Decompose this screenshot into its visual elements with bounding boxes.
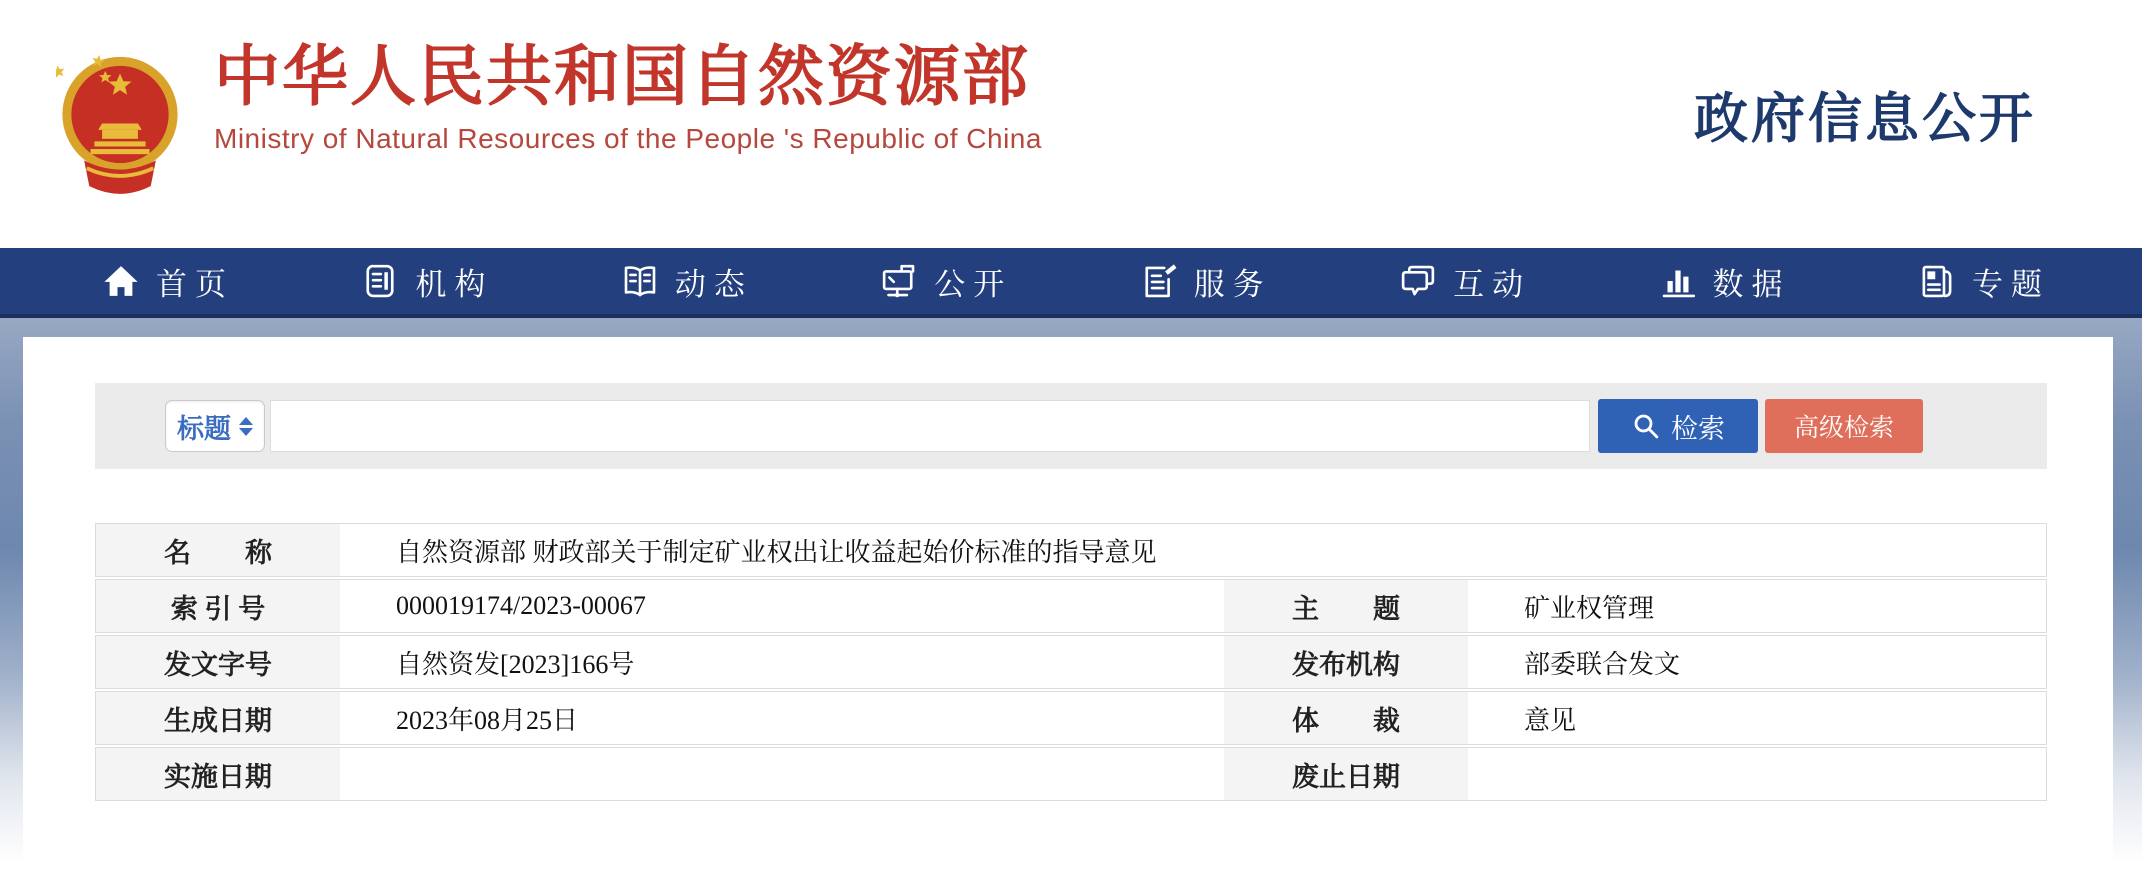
field-selector-value: 标题 bbox=[177, 413, 231, 444]
news-book-icon bbox=[619, 260, 661, 302]
advanced-search-button-label: 高级检索 bbox=[1793, 414, 1894, 442]
field-selector-dropdown[interactable] bbox=[165, 400, 265, 452]
name-label: 名 称 bbox=[96, 524, 340, 576]
magnifier-icon bbox=[1631, 411, 1661, 441]
disclosure-monitor-icon bbox=[878, 260, 920, 302]
section-title: 政府信息公开 bbox=[1694, 89, 2036, 149]
content-background bbox=[0, 318, 2142, 892]
nav-item-interaction[interactable] bbox=[1397, 259, 1532, 304]
table-row bbox=[95, 747, 2047, 801]
nav-item-home[interactable] bbox=[100, 259, 234, 304]
table-row bbox=[95, 691, 2047, 745]
genre-label: 体 裁 bbox=[1224, 692, 1468, 744]
dropdown-arrows-icon bbox=[239, 417, 253, 436]
table-row bbox=[95, 579, 2047, 633]
document-number-label: 发文字号 bbox=[96, 636, 340, 688]
service-edit-icon bbox=[1138, 260, 1180, 302]
index-number-label: 索 引 号 bbox=[96, 580, 340, 632]
search-input[interactable] bbox=[270, 400, 1590, 452]
site-titles bbox=[214, 40, 1042, 155]
nav-item-news[interactable] bbox=[619, 259, 753, 304]
content-panel bbox=[23, 337, 2113, 892]
genre-value: 意见 bbox=[1524, 705, 1577, 735]
subject-value: 矿业权管理 bbox=[1524, 593, 1655, 623]
search-bar bbox=[95, 383, 2047, 469]
document-detail-table bbox=[95, 523, 2047, 803]
nav-item-label: 机构 bbox=[415, 266, 494, 302]
china-national-emblem-icon bbox=[56, 50, 184, 202]
nav-item-data[interactable] bbox=[1657, 259, 1791, 304]
site-title: 中华人民共和国自然资源部 bbox=[214, 39, 1030, 113]
nav-item-label: 首页 bbox=[156, 266, 234, 302]
nav-item-organization[interactable] bbox=[359, 259, 494, 304]
table-row bbox=[95, 635, 2047, 689]
nav-item-label: 动态 bbox=[674, 266, 753, 302]
effective-date-value bbox=[340, 748, 1224, 800]
data-chart-icon bbox=[1657, 260, 1699, 302]
nav-item-services[interactable] bbox=[1138, 259, 1272, 304]
creation-date-label: 生成日期 bbox=[96, 692, 340, 744]
nav-item-label: 服务 bbox=[1193, 266, 1272, 302]
effective-date-label: 实施日期 bbox=[96, 748, 340, 800]
topics-news-icon bbox=[1916, 260, 1958, 302]
home-icon bbox=[100, 260, 142, 302]
site-subtitle: Ministry of Natural Resources of the People 's Republic of China bbox=[214, 122, 1042, 154]
issuing-agency-value: 部委联合发文 bbox=[1524, 649, 1681, 679]
nav-item-label: 公开 bbox=[934, 266, 1013, 302]
search-button[interactable] bbox=[1598, 399, 1758, 453]
site-header bbox=[0, 0, 2142, 248]
nav-item-topics[interactable] bbox=[1916, 259, 2050, 304]
subject-label: 主 题 bbox=[1224, 580, 1468, 632]
issuing-agency-label: 发布机构 bbox=[1224, 636, 1468, 688]
index-number-value: 000019174/2023-00067 bbox=[396, 591, 646, 620]
repeal-date-value bbox=[1468, 748, 2046, 800]
search-button-label: 检索 bbox=[1671, 413, 1725, 444]
main-navbar bbox=[0, 248, 2142, 318]
nav-item-label: 专题 bbox=[1971, 266, 2050, 302]
nav-item-disclosure[interactable] bbox=[878, 259, 1013, 304]
organization-icon bbox=[359, 260, 401, 302]
interaction-chat-icon bbox=[1397, 260, 1439, 302]
document-number-value: 自然资发[2023]166号 bbox=[396, 649, 635, 679]
name-value: 自然资源部 财政部关于制定矿业权出让收益起始价标准的指导意见 bbox=[396, 537, 1157, 567]
creation-date-value: 2023年08月25日 bbox=[396, 705, 579, 735]
nav-item-label: 数据 bbox=[1712, 266, 1791, 302]
advanced-search-button[interactable] bbox=[1765, 399, 1923, 453]
nav-item-label: 互动 bbox=[1453, 266, 1532, 302]
table-row bbox=[95, 523, 2047, 577]
repeal-date-label: 废止日期 bbox=[1224, 748, 1468, 800]
